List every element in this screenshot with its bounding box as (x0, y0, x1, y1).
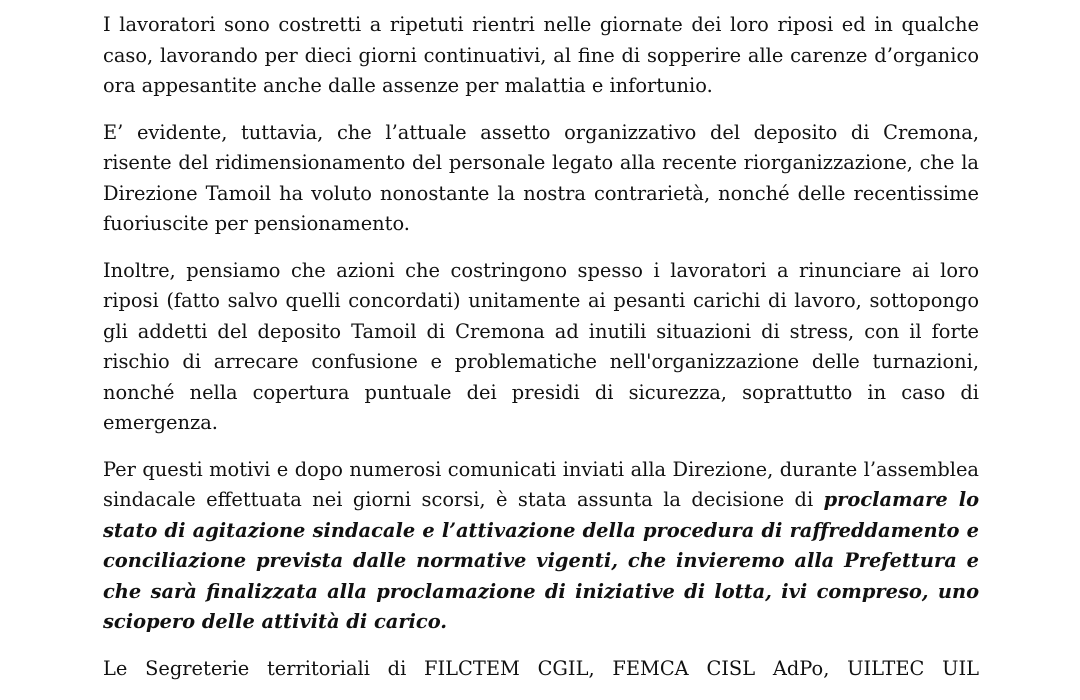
paragraph-stato-agitazione-emphasis: proclamare lo stato di agitazione sindacale e l’attivazione della procedura di raffreddamento e conciliazione prevista dalle normative vigenti, che invieremo alla Prefettura e che sarà finalizzata alla proclamazione di iniziative di lotta, ivi compreso, uno sciopero delle attività di carico. (103, 488, 979, 633)
paragraph-assetto-organizzativo: E’ evidente, tuttavia, che l’attuale assetto organizzativo del deposito di Cremona, risente del ridimensionamento del personale legato alla recente riorganizzazione, che la Direzione Tamoil ha voluto nonostante la nostra contrarietà, nonché delle recentissime fuoriuscite per pensionamento. (103, 120, 979, 235)
paragraph-stato-agitazione (103, 455, 979, 638)
paragraph-stato-agitazione-text: Per questi motivi e dopo numerosi comunicati inviati alla Direzione, durante l’assemblea sindacale effettuata nei giorni scorsi, è stata assunta la decisione di (103, 457, 979, 511)
paragraph-stress-lavoratori: Inoltre, pensiamo che azioni che costringono spesso i lavoratori a rinunciare ai loro riposi (fatto salvo quelli concordati) unitamente ai pesanti carichi di lavoro, sottopongo gli addetti del deposito Tamoil di Cremona ad inutili situazioni di stress, con il forte rischio di arrecare confusione e problematiche nell'organizzazione delle turnazioni, nonché nella copertura puntuale dei presidi di sicurezza, soprattutto in caso di emergenza. (103, 258, 979, 434)
paragraph-riposi: I lavoratori sono costretti a ripetuti rientri nelle giornate dei loro riposi ed in qualche caso, lavorando per dieci giorni continuativi, al fine di sopperire alle carenze d’organico ora appesantite anche dalle assenze per malattia e infortunio. (103, 13, 979, 97)
document-body (103, 10, 979, 700)
paragraph-segreterie: Le Segreterie territoriali di FILCTEM CGIL, FEMCA CISL AdPo, UILTEC UIL (103, 656, 979, 680)
